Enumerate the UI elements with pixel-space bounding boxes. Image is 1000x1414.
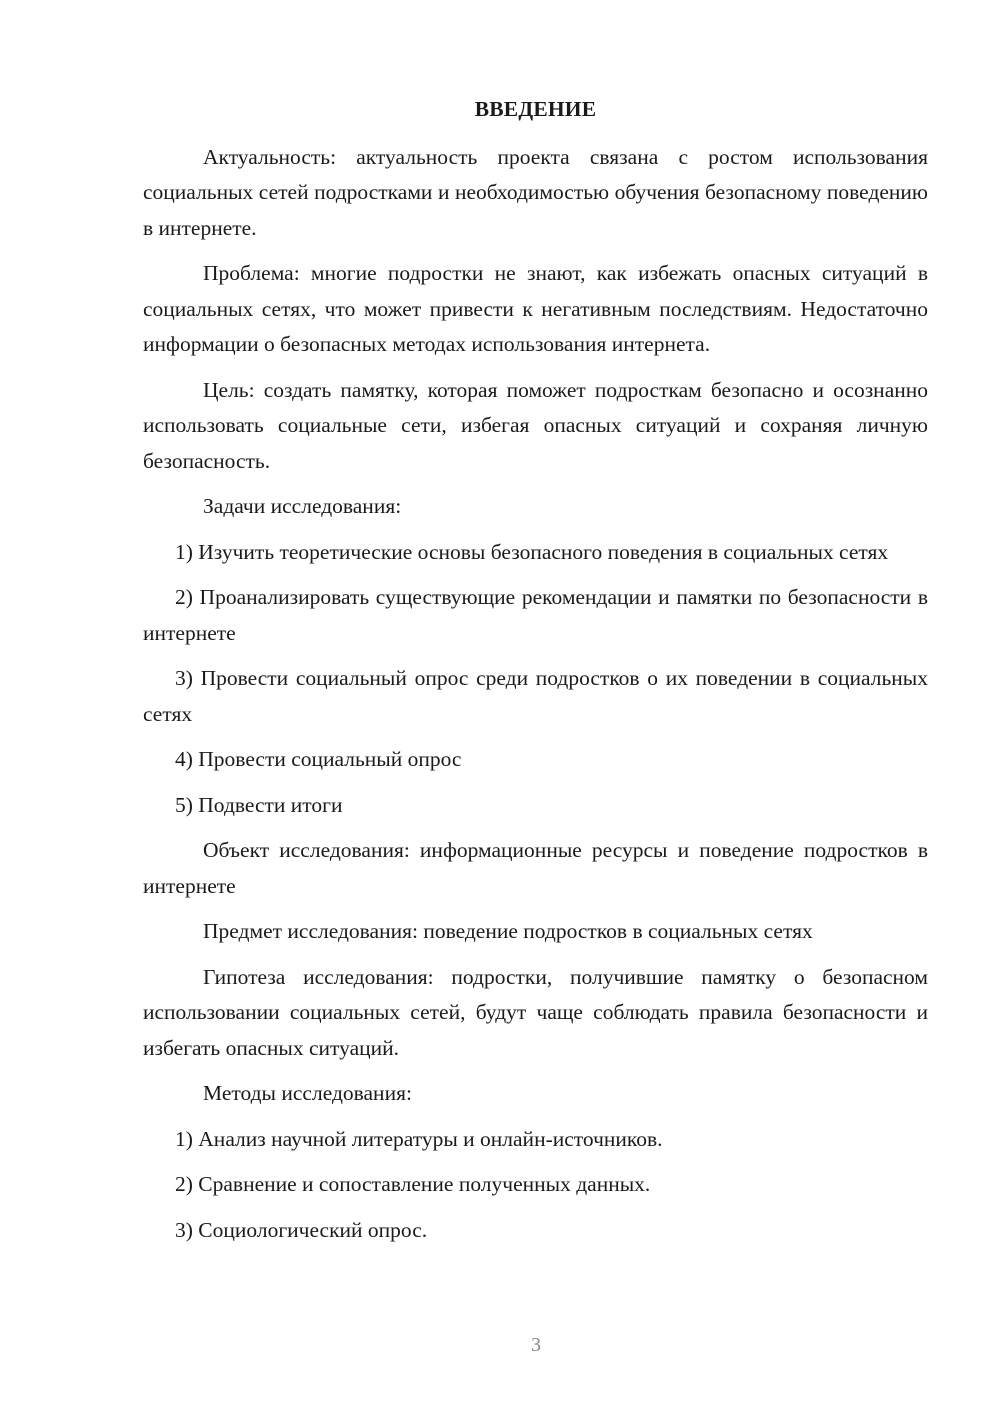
subject-paragraph: Предмет исследования: поведение подростков в социальных сетях [203, 919, 813, 943]
task-item: 4) Провести социальный опрос [175, 747, 462, 771]
document-page [143, 92, 928, 1258]
task-item: 1) Изучить теоретические основы безопасного поведения в социальных сетях [175, 539, 889, 564]
task-item: 2) Проанализировать существующие рекомендации и памятки по безопасности в интернете [143, 585, 928, 645]
hypothesis-paragraph: Гипотеза исследования: подростки, получившие памятку о безопасном использовании социальных сетей, будут чаще соблюдать правила безопасности и избегать опасных ситуаций. [143, 964, 928, 1060]
goal-paragraph: Цель: создать памятку, которая поможет подросткам безопасно и осознанно использовать социальные сети, избегая опасных ситуаций и сохраняя личную безопасность. [143, 377, 928, 473]
object-paragraph: Объект исследования: информационные ресурсы и поведение подростков в интернете [143, 838, 928, 898]
method-item: 1) Анализ научной литературы и онлайн-источников. [175, 1126, 663, 1151]
problem-paragraph: Проблема: многие подростки не знают, как избежать опасных ситуаций в социальных сетях, что может привести к негативным последствиям. Недостаточно информации о безопасных методах использования интернета. [143, 261, 928, 356]
method-item: 2) Сравнение и сопоставление полученных данных. [175, 1172, 651, 1196]
methods-heading: Методы исследования: [203, 1081, 412, 1105]
page-title: ВВЕДЕНИЕ [474, 97, 597, 121]
method-item: 3) Социологический опрос. [175, 1217, 428, 1242]
task-item: 3) Провести социальный опрос среди подростков о их поведении в социальных сетях [143, 666, 928, 726]
page-number: 3 [531, 1334, 541, 1356]
tasks-heading: Задачи исследования: [203, 494, 402, 518]
relevance-paragraph: Актуальность: актуальность проекта связана с ростом использования социальных сетей подростками и необходимостью обучения безопасному поведению в интернете. [143, 144, 928, 240]
task-item: 5) Подвести итоги [175, 792, 343, 817]
